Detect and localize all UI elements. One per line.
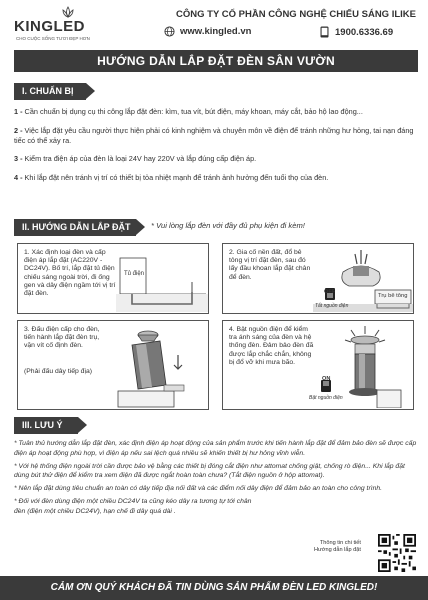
step-2-text: 2. Gia cố nền đất, đổ bê tông vị trí đặt đèn, sau đó lấy đầu khoan lắp đặt chân để đèn. <box>229 249 311 281</box>
website-contact[interactable] <box>164 26 251 37</box>
page-title: HƯỚNG DẪN LẮP ĐẶT ĐÈN SÂN VƯỜN <box>14 50 418 72</box>
qr-caption-line-1: Thông tin chi tiết <box>319 540 361 546</box>
list-item: 1 - Cần chuẩn bị dụng cụ thi công lắp đặt đèn: kìm, tua vít, bút điện, máy khoan, máy cắt, bảo hộ lao động... <box>14 107 363 116</box>
list-item: 4 - Khi lắp đặt nên tránh vị trí có thiết bị tỏa nhiệt mạnh để tránh ảnh hưởng đến tuổi thọ của đèn. <box>14 172 329 182</box>
step-3-illustration <box>108 325 208 409</box>
section-3-heading: III. LƯU Ý <box>14 417 78 434</box>
step-2-box <box>222 243 414 314</box>
step-4-text: 4. Bật nguồn điện để kiểm tra ánh sáng của đèn và hệ thống đèn. Đảm bảo đèn đã được lắp chắc chắn, không bị đổ vỡ khi mưa bão. <box>229 326 314 366</box>
phone-contact[interactable] <box>320 26 393 38</box>
note-item: * Nên lắp đặt dùng tiêu chuẩn an toàn có dây tiếp địa nối đất và các điểm nối dây điện để đảm bảo an toàn cho công trình. <box>14 485 383 493</box>
brand-tagline: CHO CUỘC SỐNG TƯƠI ĐẸP HƠN <box>16 36 90 41</box>
globe-icon <box>164 26 175 37</box>
note-item: * Tuân thủ hướng dẫn lắp đặt đèn, xác định điện áp hoạt động của sản phẩm trước khi tiến hành lắp đặt để đảm bảo đèn sẽ được cấp điện áp hoạt động phù hợp, vì điện áp nếu sai lệch quá nhiều sẽ khiến thiết bị hư hỏng vĩnh viễn. <box>14 440 417 457</box>
note-item: * Đối với đèn dùng điện một chiều DC24V ta cũng kéo dây ra tương tự tới chân đèn (điện một chiều DC24V), hạn chế đi dây quá dài . <box>14 497 252 515</box>
qr-caption-line-2: Hướng dẫn lắp đặt <box>314 547 361 553</box>
company-name: CÔNG TY CỔ PHẦN CÔNG NGHỆ CHIẾU SÁNG ILIKE <box>176 9 416 20</box>
step-1-text: 1. Xác định loại đèn và cấp điện áp lắp đặt (AC220V - DC24V). Bố trí, lắp đặt tủ điện chiếu sáng ngoài trời, đi ống gen và dây điện ngầm tới vị trí đặt đèn. <box>24 249 116 298</box>
thank-you-footer: CẢM ƠN QUÝ KHÁCH ĐÃ TIN DÙNG SẢN PHẨM ĐÈN LED KINGLED! <box>0 576 428 600</box>
switch-on-state: ON <box>322 376 331 382</box>
step-4-box <box>222 320 414 410</box>
list-item: 2 - Việc lắp đặt yêu cầu người thực hiện phải có kinh nghiệm và chuyên môn về điện để tránh những hư hỏng, tai nạn đáng tiếc có thể xảy ra. <box>14 125 414 145</box>
page-header <box>0 0 428 48</box>
section-1-heading: I. CHUẨN BỊ <box>14 83 86 100</box>
brand-name: KINGLED <box>14 18 85 35</box>
preparation-list <box>14 107 418 191</box>
switch-off-caption: Tắt nguồn điện <box>315 303 349 309</box>
step-3-grounding-note: (Phải đấu dây tiếp địa) <box>24 368 93 375</box>
step-1-box <box>17 243 209 314</box>
caution-notes <box>14 439 418 520</box>
accessory-note: * Vui lòng lắp đèn với đầy đủ phụ kiện đi kèm! <box>151 221 305 230</box>
switch-off-state: OFF <box>324 289 336 295</box>
section-2-heading: II. HƯỚNG DẪN LẮP ĐẶT <box>14 219 136 236</box>
note-item: * Với hệ thống điện ngoài trời cần được bảo vệ bằng các thiết bị đóng cắt điện như attomat chống giật, chống rò điện... Khi lắp đặt dùng bút thử điện để kiểm tra xem điện đã được ngắt hoàn toàn chưa? (Tắt điện nguồn ở hộp attomat). <box>14 462 405 480</box>
phone-icon <box>320 26 329 38</box>
website-text[interactable]: www.kingled.vn <box>180 26 252 37</box>
electrical-cabinet-label: Tủ điện <box>124 271 145 277</box>
qr-caption <box>314 540 361 554</box>
step-3-box <box>17 320 209 410</box>
concrete-pillar-label: Trụ bê tông <box>378 293 408 299</box>
list-item: 3 - Kiểm tra điện áp của đèn là loại 24V hay 220V và lắp đúng cấp điện áp. <box>14 154 257 163</box>
step-3-text: 3. Đấu điện cấp cho đèn, tiến hành lắp đặt đèn trụ, vặn vít cố định đèn. <box>24 326 100 350</box>
qr-code-icon[interactable] <box>378 534 416 572</box>
switch-on-caption: Bật nguồn điện <box>309 395 343 401</box>
phone-text[interactable]: 1900.6336.69 <box>335 26 394 38</box>
kingled-logo <box>14 8 104 42</box>
step-1-illustration <box>116 248 208 312</box>
